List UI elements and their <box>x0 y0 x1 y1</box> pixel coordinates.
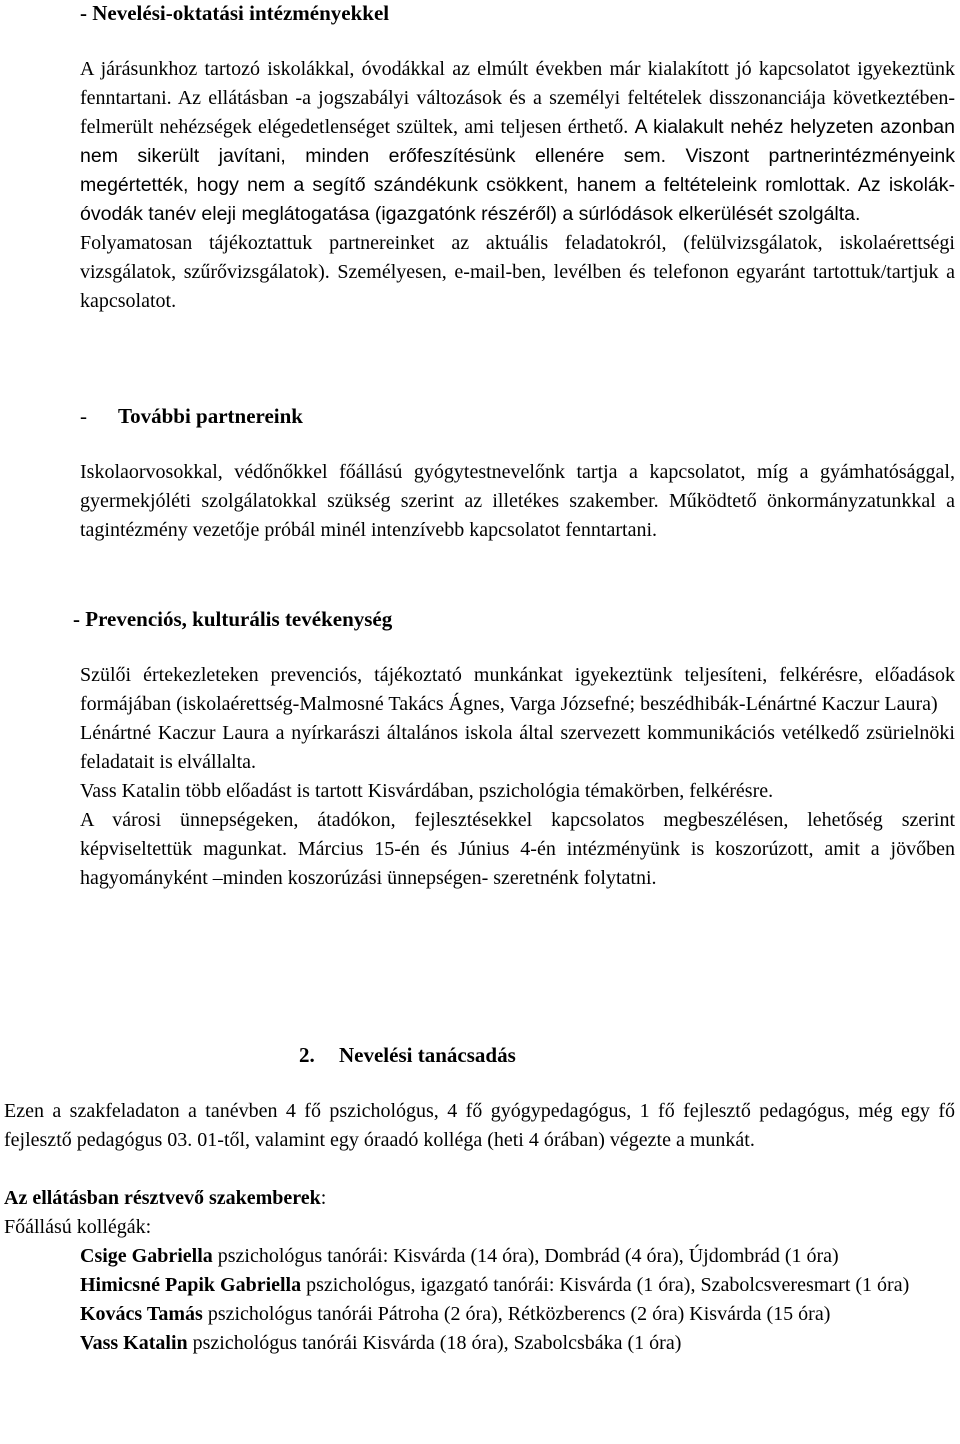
prevention-paragraph-2: Lénártné Kaczur Laura a nyírkarászi általános iskola által szervezett kommunikációs vetélkedő zsürielnöki feladatait is elvállalta. <box>80 722 955 773</box>
fulltime-label: Főállású kollégák: <box>4 1216 152 1238</box>
heading-dash: - <box>80 404 87 428</box>
section-heading-institutions: - Nevelési-oktatási intézményekkel <box>80 1 390 25</box>
section-title: Nevelési tanácsadás <box>339 1043 516 1067</box>
heading-text: További partnereink <box>118 404 303 428</box>
staff-name: Himicsné Papik Gabriella <box>80 1274 302 1296</box>
institutions-body <box>80 55 955 316</box>
prevention-body <box>80 661 955 893</box>
institutions-paragraph-2: Folyamatosan tájékoztattuk partnereinket az aktuális feladatokról, (felülvizsgálatok, iskolaérettségi vizsgálatok, szűrővizsgálatok). Személyesen, e-mail-ben, levélben és telefonon egyaránt tartottuk/tartjuk a kapcsolatot. <box>80 232 955 312</box>
section-heading-partners <box>80 403 303 429</box>
staff-details: pszichológus tanórái Pátroha (2 óra), Rétközberencs (2 óra) Kisvárda (15 óra) <box>202 1303 831 1325</box>
staff-details: pszichológus tanórái: Kisvárda (14 óra), Dombrád (4 óra), Újdombrád (1 óra) <box>212 1245 839 1267</box>
section-number: 2. <box>299 1043 315 1067</box>
counseling-intro <box>4 1097 955 1155</box>
staff-item <box>80 1242 955 1271</box>
staff-heading: Az ellátásban résztvevő szakemberek <box>4 1187 321 1209</box>
institutions-text-serif: A járásunkhoz tartozó iskolákkal, óvodákkal az elmúlt években már kialakított jó kapcsolatot igyekeztünk fenntartani. Az ellátásban -a jogszabályi változások és a személyi feltételek disszonanciája következtében- felmerült nehézségek elégedetlenséget szültek, ami teljesen érthető. <box>80 58 955 138</box>
staff-name: Vass Katalin <box>80 1332 188 1354</box>
staff-name: Csige Gabriella <box>80 1245 213 1267</box>
partners-body <box>80 458 955 545</box>
staff-details: pszichológus, igazgató tanórái: Kisvárda (1 óra), Szabolcsveresmart (1 óra) <box>301 1274 910 1296</box>
partners-paragraph: Iskolaorvosokkal, védőnőkkel főállású gyógytestnevelőnk tartja a kapcsolatot, míg a gyámhatósággal, gyermekjóléti szolgálatokkal szükség szerint az illetékes szakember. Működtető önkormányzatunkkal a tagintézmény vezetője próbál minél intenzívebb kapcsolatot fenntartani. <box>80 461 955 541</box>
section-heading-prevention: - Prevenciós, kulturális tevékenység <box>73 607 393 631</box>
section-heading-counseling <box>299 1042 516 1068</box>
prevention-paragraph-3: Vass Katalin több előadást is tartott Kisvárdában, pszichológia témakörben, felkérésre. <box>80 780 774 802</box>
prevention-paragraph-1: Szülői értekezleteken prevenciós, tájékoztató munkánkat igyekeztünk teljesíteni, felkérésre, előadások formájában (iskolaérettség-Malmosné Takács Ágnes, Varga Józsefné; beszédhibák-Lénártné Kaczur Laura) <box>80 664 955 715</box>
institutions-text-sans: A kialakult nehéz helyzeten azonban nem sikerült javítani, minden erőfeszítésünk ellenére sem. Viszont partnerintézményeink megértették, hogy nem a segítő szándékunk csökkent, hanem a feltételeink romlottak. Az iskolák-óvodák tanév eleji meglátogatása (igazgatónk részéről) a súrlódások elkerülését szolgálta. <box>80 116 955 225</box>
staff-details: pszichológus tanórái Kisvárda (18 óra), Szabolcsbáka (1 óra) <box>187 1332 682 1354</box>
staff-heading-colon: : <box>320 1187 327 1209</box>
staff-heading-line <box>4 1184 326 1213</box>
staff-list <box>80 1242 955 1358</box>
staff-item <box>80 1300 955 1329</box>
staff-item <box>80 1329 955 1358</box>
prevention-paragraph-4: A városi ünnepségeken, átadókon, fejlesztésekkel kapcsolatos megbeszélésen, lehetőség szerint képviseltettük magunkat. Március 15-én és Június 4-én intézményünk is koszorúzott, amit a jövőben hagyományként –minden koszorúzási ünnepségen- szeretnénk folytatni. <box>80 809 955 889</box>
counseling-paragraph: Ezen a szakfeladaton a tanévben 4 fő pszichológus, 4 fő gyógypedagógus, 1 fő fejlesztő pedagógus, még egy fő fejlesztő pedagógus 03. 01-től, valamint egy óraadó kolléga (heti 4 órában) végezte a munkát. <box>4 1100 955 1151</box>
staff-name: Kovács Tamás <box>80 1303 203 1325</box>
staff-item <box>80 1271 955 1300</box>
institutions-paragraph-1 <box>80 55 955 229</box>
